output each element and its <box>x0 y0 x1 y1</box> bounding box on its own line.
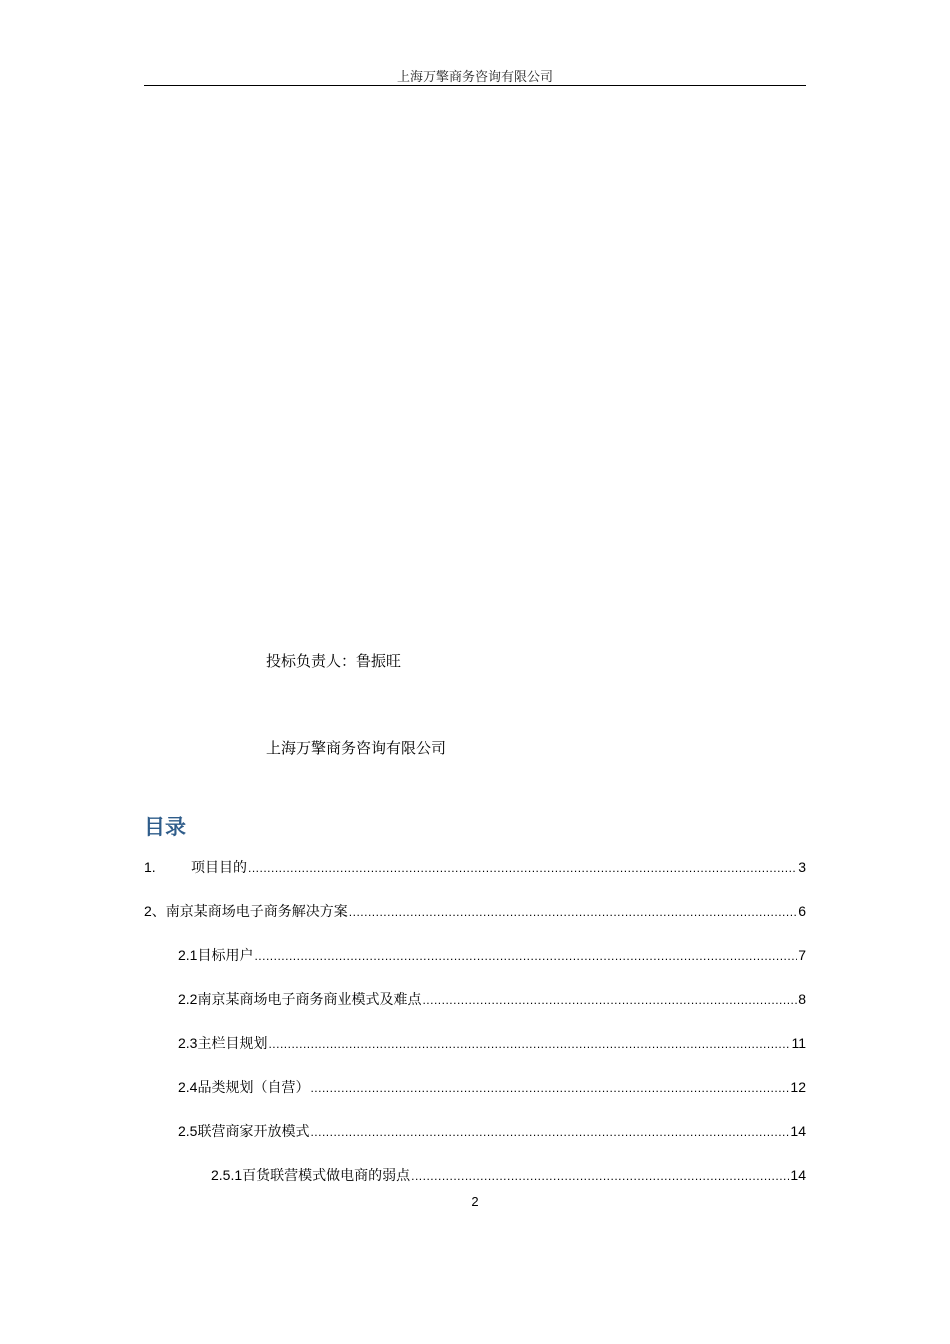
toc-entry[interactable] <box>211 1165 806 1185</box>
toc-leader-dots <box>268 1037 790 1051</box>
toc-entry-label: 南京某商场电子商务解决方案 <box>165 904 348 920</box>
toc-entry-label: 主栏目规划 <box>197 1036 268 1052</box>
toc-entry-page: 8 <box>798 991 806 1007</box>
toc-leader-dots <box>349 905 797 919</box>
toc-leader-dots <box>248 861 797 875</box>
toc-entry[interactable] <box>144 901 806 921</box>
toc-entry[interactable] <box>178 1033 806 1053</box>
toc-entry-number: 2.5 <box>178 1123 198 1139</box>
toc-entry-number: 2、 <box>144 903 166 919</box>
cover-company-name: 上海万擎商务咨询有限公司 <box>266 739 447 757</box>
toc-entry-label: 品类规划（自营） <box>197 1080 310 1096</box>
toc-entry-page: 14 <box>790 1167 806 1183</box>
toc-entry-page: 14 <box>790 1123 806 1139</box>
toc-entry-number: 2.3 <box>178 1035 198 1051</box>
toc-entry-label: 项目目的 <box>191 860 247 876</box>
header-rule <box>144 85 806 86</box>
toc-entry-label: 百货联营模式做电商的弱点 <box>242 1168 411 1184</box>
toc-entry-number: 2.1 <box>178 947 198 963</box>
toc-entry-page: 11 <box>791 1035 806 1051</box>
toc-leader-dots <box>310 1081 789 1095</box>
toc-entry[interactable] <box>178 1121 806 1141</box>
page-number: 2 <box>471 1194 479 1209</box>
toc-leader-dots <box>411 1169 789 1183</box>
toc-leader-dots <box>254 949 797 963</box>
toc-leader-dots <box>310 1125 789 1139</box>
toc-entry-number: 1. <box>144 859 156 875</box>
toc-entry-number: 2.4 <box>178 1079 198 1095</box>
toc-entry-page: 3 <box>798 859 806 875</box>
toc-entry[interactable] <box>178 945 806 965</box>
toc-leader-dots <box>422 993 797 1007</box>
toc-entry[interactable] <box>178 989 806 1009</box>
toc-entry-label: 南京某商场电子商务商业模式及难点 <box>197 992 422 1008</box>
toc-entry-number: 2.5.1 <box>211 1167 243 1183</box>
toc-entry-label: 目标用户 <box>197 948 254 964</box>
toc-entry-page: 12 <box>790 1079 806 1095</box>
toc-entry-label: 联营商家开放模式 <box>197 1124 310 1140</box>
page-header: 上海万擎商务咨询有限公司 <box>396 70 553 85</box>
toc-entry[interactable] <box>178 1077 806 1097</box>
toc-entry-page: 6 <box>798 903 806 919</box>
toc-title: 目录 <box>144 815 186 839</box>
toc-entry-number: 2.2 <box>178 991 198 1007</box>
toc-entry-page: 7 <box>798 947 806 963</box>
bid-owner-line: 投标负责人：鲁振旺 <box>266 652 402 670</box>
toc-entry[interactable] <box>144 857 806 877</box>
